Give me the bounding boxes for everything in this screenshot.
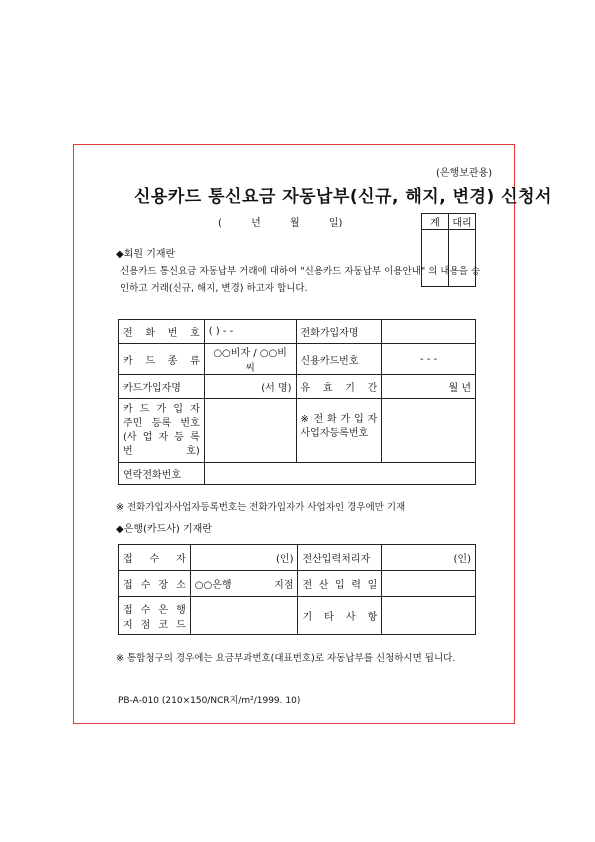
processor-label: 전산입력처리자 (298, 545, 382, 571)
subscriber-label: 전화가입자명 (296, 320, 382, 344)
card-type-label: 카 드 종 류 (119, 344, 205, 375)
input-date-label: 전 산 입 력 일 (298, 571, 382, 597)
cardholder-field[interactable]: (서 명) (204, 375, 296, 399)
date-year: 년 (251, 218, 261, 229)
member-section-heading: ◆회원 기재란 (116, 249, 176, 260)
form-title: 신용카드 통신요금 자동납부(신규, 해지, 변경) 신청서 (134, 187, 552, 207)
place-field[interactable] (190, 571, 298, 597)
date-line (218, 214, 342, 229)
cardholder-id-label: 카 드 가 입 자 주민 등록 번호 (사 업 자 등 록 번 호) (119, 399, 205, 463)
branch-code-field[interactable] (190, 597, 298, 635)
validity-label: 유 효 기 간 (296, 375, 382, 399)
bank-name: ○○은행 (194, 580, 232, 591)
date-open: ( (218, 218, 222, 229)
cardholder-label: 카드가입자명 (119, 375, 205, 399)
branch-code-label: 접 수 은 행 지 점 코 드 (119, 597, 191, 635)
approval-col-staff: 계 (422, 214, 449, 230)
card-number-label: 신용카드번호 (296, 344, 382, 375)
bank-section-heading: ◆은행(카드사) 기재란 (116, 524, 212, 535)
bank-table (118, 544, 476, 635)
branch-label: 지점 (274, 580, 294, 591)
receiver-field[interactable]: (인) (190, 545, 298, 571)
misc-label: 기 타 사 항 (298, 597, 382, 635)
member-table (118, 319, 476, 485)
input-date-field[interactable] (382, 571, 476, 597)
subscriber-field[interactable] (382, 320, 476, 344)
place-label: 접 수 장 소 (119, 571, 191, 597)
processor-field[interactable]: (인) (382, 545, 476, 571)
contact-label: 연락전화번호 (119, 463, 205, 485)
phone-label: 전 화 번 호 (119, 320, 205, 344)
card-number-field[interactable]: - - - (382, 344, 476, 375)
member-note: ※ 전화가입자사업자등록번호는 전화가입자가 사업자인 경우에만 기재 (116, 502, 406, 513)
member-consent-text (120, 263, 480, 297)
validity-field[interactable]: 월 년 (382, 375, 476, 399)
bank-copy-label: (은행보관용) (436, 168, 493, 179)
consent-line: 인하고 거래(신규, 해지, 변경) 하고자 합니다. (120, 283, 308, 294)
phone-field[interactable]: ( ) - - (204, 320, 296, 344)
card-type-field[interactable]: ○○비자 / ○○비씨 (204, 344, 296, 375)
cardholder-id-field[interactable] (204, 399, 296, 463)
contact-field[interactable] (204, 463, 475, 485)
phone-biz-label: ※ 전 화 가 입 자 사업자등록번호 (296, 399, 382, 463)
receiver-label: 접 수 자 (119, 545, 191, 571)
consent-line: 신용카드 통신요금 자동납부 거래에 대하여 "신용카드 자동납부 이용안내" 의 내용을 승 (120, 266, 481, 277)
misc-field[interactable] (382, 597, 476, 635)
date-month: 월 (289, 218, 300, 229)
form-code: PB-A-010 (210×150/NCR지/m²/1999. 10) (118, 696, 301, 706)
approval-col-manager: 대리 (449, 214, 476, 230)
phone-biz-field[interactable] (382, 399, 476, 463)
date-day: 일) (328, 218, 343, 229)
footer-note: ※ 통합청구의 경우에는 요금부과번호(대표번호)로 자동납부를 신청하시면 됩니다. (116, 653, 456, 664)
